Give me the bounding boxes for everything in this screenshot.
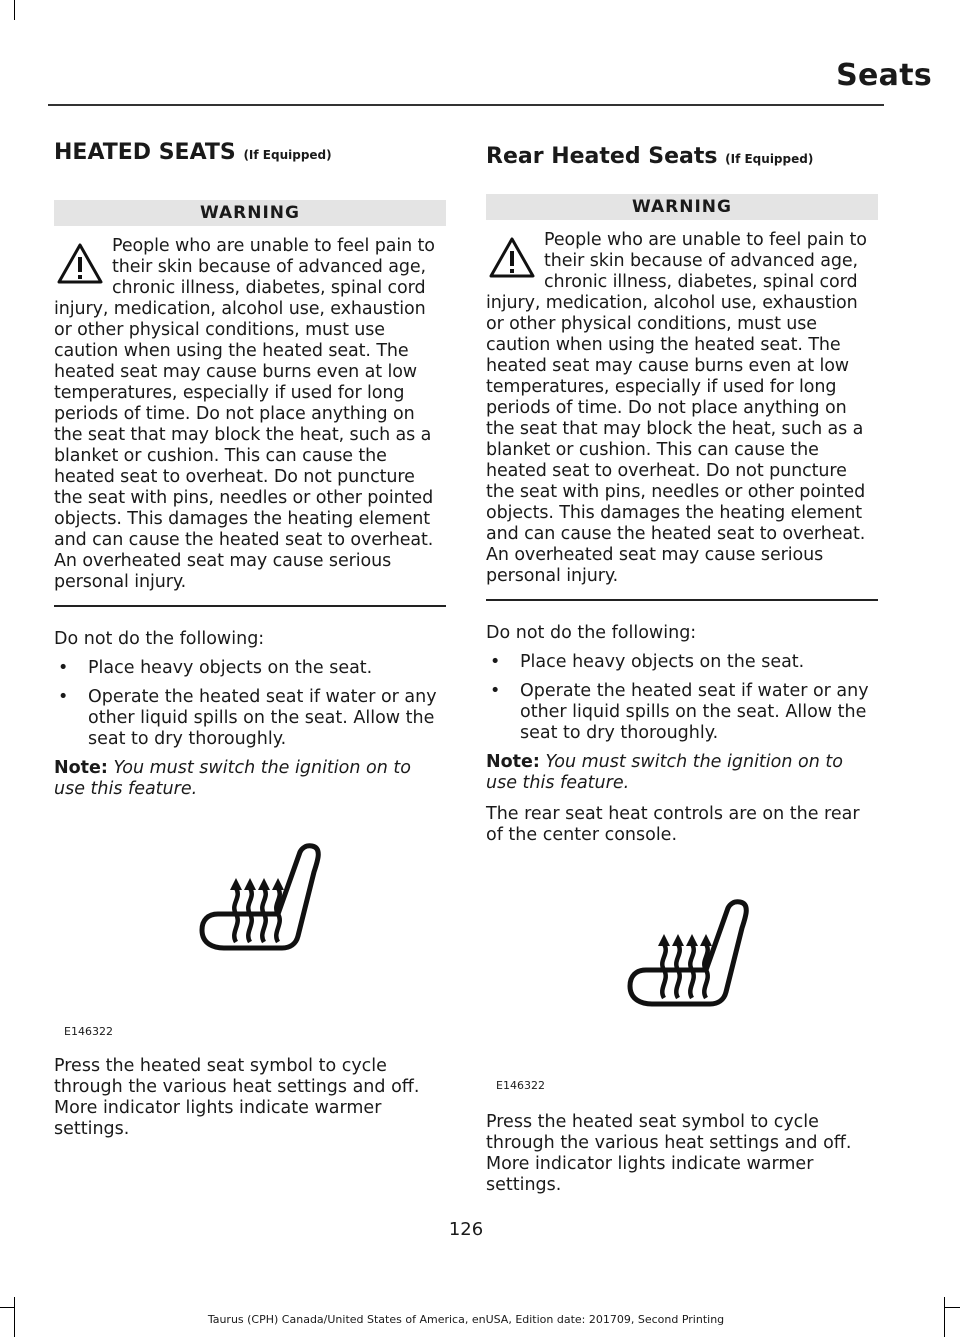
left-column — [54, 140, 446, 1140]
figure-code: E146322 — [64, 1025, 113, 1039]
crop-mark — [944, 1307, 960, 1308]
list-item: • Operate the heated seat if water or any other liquid spills on the seat. Allow the seat to dry thoroughly. — [490, 681, 869, 744]
section-title — [486, 144, 878, 170]
bullet-list — [486, 652, 878, 744]
section-title-suffix: (If Equipped) — [243, 148, 332, 162]
figure-code: E146322 — [496, 1079, 545, 1093]
note — [486, 752, 878, 794]
note-text: You must switch the ignition on to use this feature. — [486, 752, 843, 794]
note — [54, 758, 446, 800]
warning-text: People who are unable to feel pain to their skin because of advanced age, chronic illness, diabetes, spinal cord injury, medication, alcohol use, exhaustion or other physical conditions, must use caution when using the heated seat. The heated seat may cause burns even at low temperatures, especially if used for long periods of time. Do not place anything on the seat that may block the heat, such as a blanket or cushion. This can cause the heated seat to overheat. Do not puncture the seat with pins, needles or other pointed objects. This damages the heating element and can cause the heated seat to overheat. An overheated seat may cause serious personal injury. — [486, 230, 867, 587]
intro-text: Do not do the following: — [54, 629, 265, 650]
crop-mark — [0, 1307, 14, 1308]
list-item: • Place heavy objects on the seat. — [490, 652, 805, 673]
location-text: The rear seat heat controls are on the rear of the center console. — [486, 804, 860, 846]
crop-mark — [944, 1297, 945, 1337]
warning-block — [486, 230, 878, 587]
warning-rule — [54, 605, 446, 607]
header-rule — [48, 104, 884, 106]
warning-triangle-icon — [488, 236, 536, 280]
list-item: • Operate the heated seat if water or any other liquid spills on the seat. Allow the seat to dry thoroughly. — [58, 687, 437, 750]
note-text: You must switch the ignition on to use this feature. — [54, 758, 411, 800]
intro-text: Do not do the following: — [486, 623, 697, 644]
figure-caption: Press the heated seat symbol to cycle through the various heat settings and off. More indicator lights indicate warmer settings. — [486, 1112, 852, 1196]
warning-label: WARNING — [486, 194, 878, 220]
heated-seat-figure — [54, 840, 446, 1040]
list-item: • Place heavy objects on the seat. — [58, 658, 373, 679]
section-title-suffix: (If Equipped) — [725, 152, 814, 166]
bullet-list — [54, 658, 446, 750]
heated-seat-figure — [486, 896, 878, 1094]
note-label: Note: — [54, 758, 108, 779]
edition-footer: Taurus (CPH) Canada/United States of America, enUSA, Edition date: 201709, Second Printing — [207, 1313, 725, 1326]
section-title-text: HEATED SEATS — [54, 140, 236, 165]
heated-seat-icon — [194, 840, 324, 958]
warning-label: WARNING — [54, 200, 446, 226]
figure-caption: Press the heated seat symbol to cycle through the various heat settings and off. More indicator lights indicate warmer settings. — [54, 1056, 420, 1140]
warning-rule — [486, 599, 878, 601]
section-title — [54, 140, 446, 166]
note-label: Note: — [486, 752, 540, 773]
section-title-text: Rear Heated Seats — [486, 144, 718, 169]
crop-mark — [14, 0, 15, 20]
page-header-title: Seats — [836, 58, 932, 93]
warning-triangle-icon — [56, 242, 104, 286]
page-number: 126 — [448, 1219, 484, 1240]
right-column — [486, 140, 878, 1196]
warning-block — [54, 236, 446, 593]
warning-text: People who are unable to feel pain to their skin because of advanced age, chronic illness, diabetes, spinal cord injury, medication, alcohol use, exhaustion or other physical conditions, must use caution when using the heated seat. The heated seat may cause burns even at low temperatures, especially if used for long periods of time. Do not place anything on the seat that may block the heat, such as a blanket or cushion. This can cause the heated seat to overheat. Do not puncture the seat with pins, needles or other pointed objects. This damages the heating element and can cause the heated seat to overheat. An overheated seat may cause serious personal injury. — [54, 236, 435, 593]
heated-seat-icon — [622, 896, 752, 1014]
